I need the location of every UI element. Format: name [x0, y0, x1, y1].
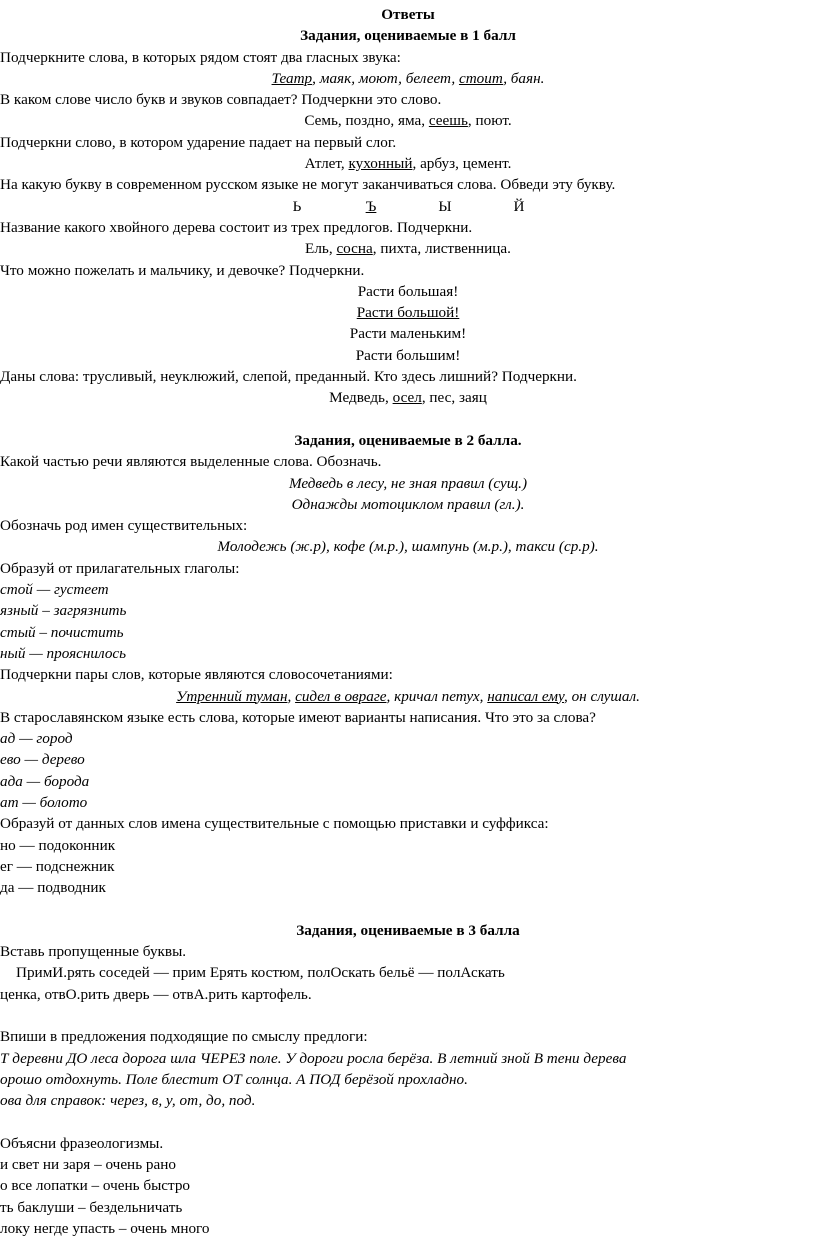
question-text: В старославянском языке есть слова, которые имеют варианты написания. Что это за слова?: [0, 708, 596, 726]
question-text: Объясни фразеологизмы.: [0, 1134, 164, 1152]
question-text: Даны слова: трусливый, неуклюжий, слепой, преданный. Кто здесь лишний? Подчеркни.: [0, 368, 577, 386]
answer-fragment: сосна: [336, 240, 373, 258]
question-text: Что можно пожелать и мальчику, и девочке? Подчеркни.: [0, 261, 365, 279]
question-text: Впиши в предложения подходящие по смыслу предлоги:: [0, 1028, 368, 1046]
section-heading-1: Задания, оцениваемые в 1 балл: [300, 27, 516, 45]
answer-fragment: Семь, поздно, яма,: [304, 112, 429, 130]
letter-option: Й: [513, 197, 525, 215]
answer-fragment: кухонный: [348, 155, 413, 173]
answer-fragment: , баян.: [503, 69, 545, 87]
answer-fragment: , маяк, моют, белеет,: [312, 69, 459, 87]
idiom-line: о все лопатки – очень быстро: [0, 1177, 191, 1195]
idiom-line: ть баклуши – бездельничать: [0, 1198, 183, 1216]
answer-fragment: осел: [392, 389, 422, 407]
section-heading-2: Задания, оцениваемые в 2 балла.: [294, 431, 522, 449]
question-text: Образуй от данных слов имена существительные с помощью приставки и суффикса:: [0, 815, 549, 833]
answer-pair: стой — густеет: [0, 581, 109, 599]
option-text: Расти большой!: [356, 304, 460, 322]
answer-option: [0, 302, 816, 323]
question-text: Образуй от прилагательных глаголы:: [0, 559, 240, 577]
answer-option: [0, 323, 816, 344]
answer-option: [0, 281, 816, 302]
answer-fragment: , кричал петух,: [386, 687, 488, 705]
answer-pair: стый – почистить: [0, 623, 124, 641]
answer-fragment: Утренний туман: [176, 687, 288, 705]
option-text: Расти маленьким!: [349, 325, 467, 343]
question-text: Подчеркни слово, в котором ударение падает на первый слог.: [0, 133, 397, 151]
answer-pair: ад — город: [0, 730, 73, 748]
question-text: Вставь пропущенные буквы.: [0, 943, 187, 961]
letter-option: Ы: [438, 197, 452, 215]
option-text: Расти большая!: [357, 282, 459, 300]
answer-fragment: стоит: [458, 69, 504, 87]
block-spacer: [0, 1111, 816, 1132]
page-title: Ответы: [381, 6, 435, 23]
answer-pair: ево — дерево: [0, 751, 85, 769]
answer-fragment: , он слушал.: [563, 687, 640, 705]
answer-line: [0, 238, 816, 259]
answer-line: [0, 68, 816, 89]
answer-line: [0, 153, 816, 174]
answer-fragment: написал ему: [487, 687, 564, 705]
answer-letters-row: [0, 196, 816, 217]
answer-fragment: , пес, заяц: [421, 389, 487, 407]
answer-line: ПримИ.рять соседей — прим Ерять костюм, полОскать бельё — полАскать: [16, 964, 505, 982]
option-text: Расти большим!: [355, 346, 461, 364]
letter-option: Ь: [292, 197, 302, 215]
answer-fragment: Театр: [271, 69, 313, 87]
answer-line: Медведь в лесу, не зная правил (сущ.): [288, 474, 528, 492]
answer-pair: ег — подснежник: [0, 857, 115, 875]
answer-line: Молодежь (ж.р), кофе (м.р.), шампунь (м.р.), такси (ср.р).: [217, 538, 599, 556]
answer-pair: ный — прояснилось: [0, 644, 127, 662]
idiom-line: локу негде упасть – очень много: [0, 1219, 210, 1237]
answer-line: ценка, отвО.рить дверь — отвА.рить картофель.: [0, 985, 312, 1003]
answer-fragment: , пихта, лиственница.: [372, 240, 511, 258]
answer-line: Однажды мотоциклом правил (гл.).: [291, 495, 525, 513]
answer-pair: но — подоконник: [0, 836, 116, 854]
answer-line: [0, 686, 816, 707]
answer-pair: ат — болото: [0, 793, 88, 811]
answer-pair: да — подводник: [0, 879, 106, 897]
question-text: Обозначь род имен существительных:: [0, 517, 248, 535]
answer-fragment: сеешь: [428, 112, 468, 130]
answer-fragment: , арбуз, цемент.: [412, 155, 512, 173]
section-heading-3: Задания, оцениваемые в 3 балла: [296, 921, 520, 939]
answer-fragment: сидел в овраге: [295, 687, 387, 705]
answer-line: орошо отдохнуть. Поле блестит ОТ солнца. А ПОД берёзой прохладно.: [0, 1070, 468, 1088]
question-text: На какую букву в современном русском языке не могут заканчиваться слова. Обведи эту букву.: [0, 176, 616, 194]
question-text: Подчеркните слова, в которых рядом стоят два гласных звука:: [0, 48, 401, 66]
section-spacer: [0, 409, 816, 430]
answer-fragment: , поют.: [467, 112, 512, 130]
answer-line: [0, 387, 816, 408]
answer-fragment: Атлет,: [304, 155, 349, 173]
answer-line: Т деревни ДО леса дорога шла ЧЕРЕЗ поле. У дороги росла берёза. В летний зной В тени дерева: [0, 1049, 627, 1067]
block-spacer: [0, 1005, 816, 1026]
question-text: В каком слове число букв и звуков совпадает? Подчеркни это слово.: [0, 91, 442, 109]
question-text: Название какого хвойного дерева состоит из трех предлогов. Подчеркни.: [0, 218, 473, 236]
question-text: Подчеркни пары слов, которые являются словосочетаниями:: [0, 666, 393, 684]
letter-option: Ъ: [365, 197, 377, 215]
idiom-line: и свет ни заря – очень рано: [0, 1156, 176, 1174]
answer-fragment: Ель,: [305, 240, 337, 258]
section-spacer: [0, 898, 816, 919]
answer-option: [0, 345, 816, 366]
answer-fragment: ,: [287, 687, 296, 705]
answer-pair: ада — борода: [0, 772, 90, 790]
answer-pair: язный – загрязнить: [0, 602, 127, 620]
answer-line: [0, 110, 816, 131]
question-text: Какой частью речи являются выделенные слова. Обозначь.: [0, 453, 382, 471]
answer-fragment: Медведь,: [329, 389, 393, 407]
answer-line: ова для справок: через, в, у, от, до, под.: [0, 1092, 256, 1110]
